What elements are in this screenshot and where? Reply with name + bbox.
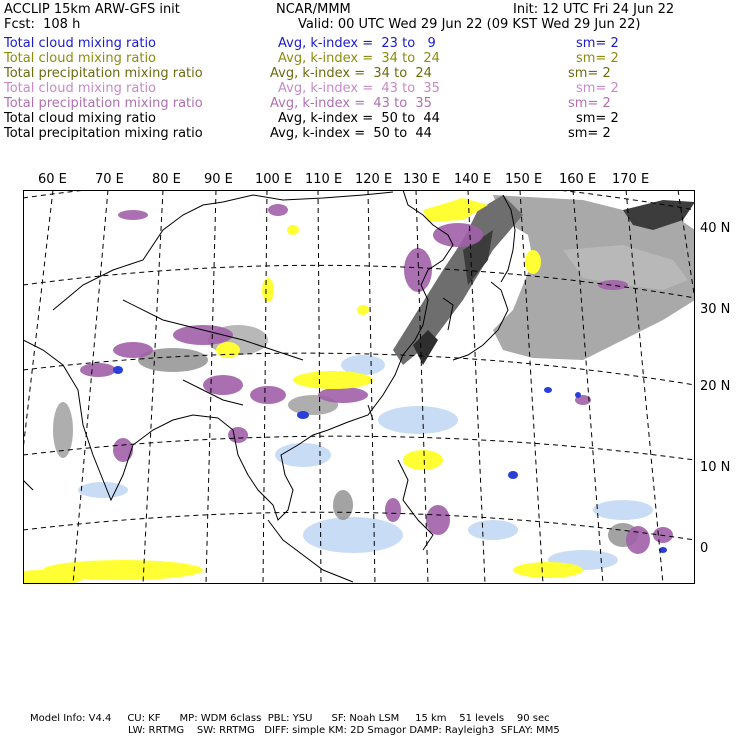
legend-label: Total precipitation mixing ratio: [4, 66, 203, 81]
legend-avg: Avg, k-index = 34 to 24: [270, 66, 432, 81]
legend-label: Total precipitation mixing ratio: [4, 126, 203, 141]
longitude-label: 160 E: [559, 172, 597, 187]
latitude-label: 40 N: [700, 221, 731, 236]
longitude-label: 130 E: [403, 172, 441, 187]
longitude-label: 80 E: [152, 172, 181, 187]
legend-sm: sm= 2: [568, 66, 611, 81]
legend-label: Total cloud mixing ratio: [4, 111, 157, 126]
legend-avg: Avg, k-index = 34 to 24: [278, 51, 440, 66]
latitude-label: 0: [700, 541, 709, 556]
longitude-label: 140 E: [454, 172, 492, 187]
latitude-label: 30 N: [700, 302, 731, 317]
valid-time: Valid: 00 UTC Wed 29 Jun 22 (09 KST Wed 29 Jun 22): [298, 17, 641, 32]
init-time: Init: 12 UTC Fri 24 Jun 22: [513, 2, 675, 17]
longitude-label: 120 E: [355, 172, 393, 187]
legend-label: Total precipitation mixing ratio: [4, 96, 203, 111]
longitude-label: 150 E: [505, 172, 543, 187]
legend-label: Total cloud mixing ratio: [4, 81, 157, 96]
legend-sm: sm= 2: [576, 111, 619, 126]
longitude-label: 110 E: [305, 172, 343, 187]
longitude-label: 70 E: [95, 172, 124, 187]
legend-avg: Avg, k-index = 23 to 9: [278, 36, 436, 51]
map-panel: [23, 190, 695, 584]
latitude-label: 20 N: [700, 379, 731, 394]
center-label: NCAR/MMM: [276, 2, 351, 17]
legend-sm: sm= 2: [568, 96, 611, 111]
model-info-line1: Model Info: V4.4 CU: KF MP: WDM 6class PBL: YSU SF: Noah LSM 15 km 51 levels 90 sec: [30, 713, 550, 724]
legend-label: Total cloud mixing ratio: [4, 51, 157, 66]
latitude-label: 10 N: [700, 460, 731, 475]
legend-avg: Avg, k-index = 50 to 44: [278, 111, 440, 126]
legend-avg: Avg, k-index = 50 to 44: [270, 126, 432, 141]
legend-sm: sm= 2: [568, 126, 611, 141]
longitude-label: 170 E: [612, 172, 650, 187]
longitude-label: 60 E: [38, 172, 67, 187]
legend-sm: sm= 2: [576, 81, 619, 96]
forecast-hour: Fcst: 108 h: [4, 17, 81, 32]
legend-sm: sm= 2: [576, 36, 619, 51]
legend-avg: Avg, k-index = 43 to 35: [270, 96, 432, 111]
legend-avg: Avg, k-index = 43 to 35: [278, 81, 440, 96]
longitude-label: 90 E: [204, 172, 233, 187]
legend-label: Total cloud mixing ratio: [4, 36, 157, 51]
model-info-line2: LW: RRTMG SW: RRTMG DIFF: simple KM: 2D Smagor DAMP: Rayleigh3 SFLAY: MM5: [128, 725, 560, 736]
plot-title: ACCLIP 15km ARW-GFS init: [4, 2, 180, 17]
longitude-label: 100 E: [255, 172, 293, 187]
legend-sm: sm= 2: [576, 51, 619, 66]
